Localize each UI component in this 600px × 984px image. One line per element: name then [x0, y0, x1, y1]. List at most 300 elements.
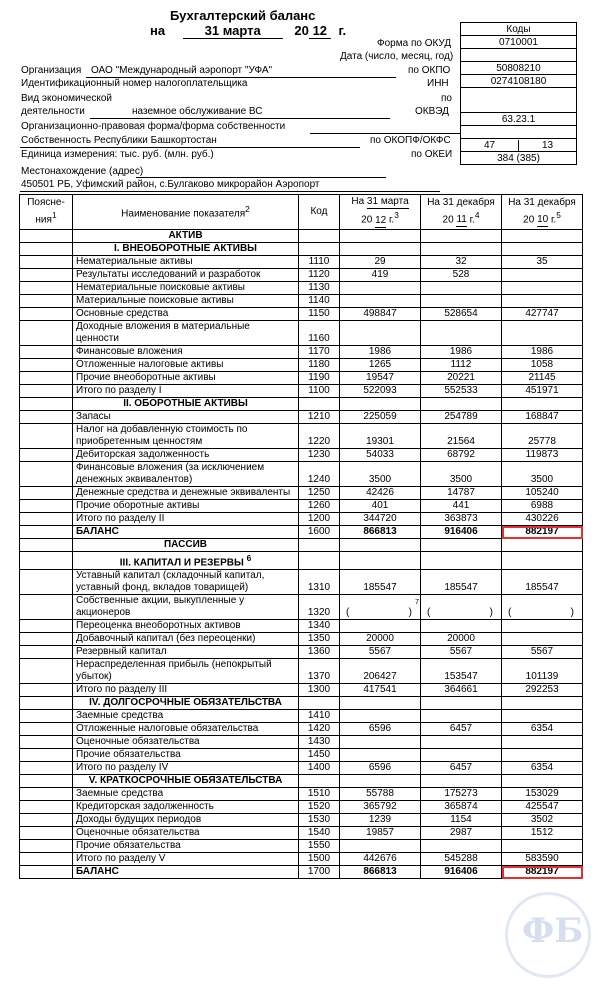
line-code: 1250 — [299, 487, 340, 500]
value-cell — [421, 620, 502, 633]
value-cell: 498847 — [340, 308, 421, 321]
code-cell — [299, 243, 340, 256]
table-row — [20, 775, 583, 788]
date-year: 12 — [309, 23, 331, 39]
indicator-name: Оценочные обязательства — [73, 827, 299, 840]
okei-code: 384 (385) — [461, 152, 577, 165]
line-code: 1450 — [299, 749, 340, 762]
line-code: 1180 — [299, 359, 340, 372]
code-cell — [299, 775, 340, 788]
note-cell — [20, 424, 73, 449]
value-cell: 1239 — [340, 814, 421, 827]
indicator-name: Заемные средства — [73, 710, 299, 723]
value-cell: 119873 — [502, 449, 583, 462]
line-code: 1550 — [299, 840, 340, 853]
value-cell: 168847 — [502, 411, 583, 424]
note-cell — [20, 487, 73, 500]
value-cell: 1058 — [502, 359, 583, 372]
value-cell — [502, 736, 583, 749]
note-cell — [20, 411, 73, 424]
table-row — [20, 230, 583, 243]
code-cell — [299, 398, 340, 411]
value-cell — [421, 697, 502, 710]
value-cell — [421, 295, 502, 308]
value-cell: 3500 — [502, 462, 583, 487]
table-row — [20, 398, 583, 411]
value-cell — [502, 282, 583, 295]
value-cell: 14787 — [421, 487, 502, 500]
okpo-code: 50808210 — [461, 62, 577, 75]
note-cell — [20, 840, 73, 853]
line-code: 1350 — [299, 633, 340, 646]
indicator-name: БАЛАНС — [73, 866, 299, 879]
note-cell — [20, 853, 73, 866]
value-cell: ( ) — [502, 595, 583, 620]
table-row — [20, 385, 583, 398]
value-cell: 866813 — [340, 866, 421, 879]
indicator-name: Собственные акции, выкупленные у акционеров — [73, 595, 299, 620]
value-cell: 35 — [502, 256, 583, 269]
table-row — [20, 762, 583, 775]
indicator-name: Доходы будущих периодов — [73, 814, 299, 827]
col-notes: Поясне-ния$^1$ — [20, 195, 73, 230]
value-cell — [340, 710, 421, 723]
value-cell — [340, 775, 421, 788]
value-cell: 417541 — [340, 684, 421, 697]
line-code: 1190 — [299, 372, 340, 385]
note-cell — [20, 308, 73, 321]
table-row — [20, 853, 583, 866]
section-title: V. КРАТКОСРОЧНЫЕ ОБЯЗАТЕЛЬСТВА — [73, 775, 299, 788]
line-code: 1520 — [299, 801, 340, 814]
indicator-name: Дебиторская задолженность — [73, 449, 299, 462]
section-title: III. КАПИТАЛ И РЕЗЕРВЫ $^6$ — [73, 552, 299, 570]
note-cell — [20, 449, 73, 462]
value-cell: 29 — [340, 256, 421, 269]
value-cell: 21564 — [421, 424, 502, 449]
section-title: II. ОБОРОТНЫЕ АКТИВЫ — [73, 398, 299, 411]
line-code: 1410 — [299, 710, 340, 723]
table-row — [20, 659, 583, 684]
value-cell — [502, 749, 583, 762]
note-cell — [20, 526, 73, 539]
indicator-name: БАЛАНС — [73, 526, 299, 539]
value-cell — [502, 230, 583, 243]
value-cell — [421, 243, 502, 256]
table-row — [20, 295, 583, 308]
value-cell: ( ) — [421, 595, 502, 620]
value-cell — [340, 840, 421, 853]
value-cell — [421, 710, 502, 723]
table-row — [20, 595, 583, 620]
indicator-name: Итого по разделу II — [73, 513, 299, 526]
value-cell — [421, 539, 502, 552]
value-cell: 451971 — [502, 385, 583, 398]
note-cell — [20, 762, 73, 775]
value-cell: 175273 — [421, 788, 502, 801]
table-row — [20, 243, 583, 256]
table-row — [20, 424, 583, 449]
table-row — [20, 684, 583, 697]
value-cell: 54033 — [340, 449, 421, 462]
line-code: 1310 — [299, 570, 340, 595]
table-row — [20, 359, 583, 372]
value-cell: 2987 — [421, 827, 502, 840]
line-code: 1230 — [299, 449, 340, 462]
okopf-code: 47 — [461, 140, 519, 151]
value-cell: 6596 — [340, 762, 421, 775]
line-code: 1600 — [299, 526, 340, 539]
line-code: 1540 — [299, 827, 340, 840]
col-period-1: На 31 марта 20 12 г.$^3$ — [340, 195, 421, 230]
value-cell: 583590 — [502, 853, 583, 866]
indicator-name: Прочие обязательства — [73, 840, 299, 853]
line-code: 1130 — [299, 282, 340, 295]
note-cell — [20, 646, 73, 659]
line-code: 1160 — [299, 321, 340, 346]
value-cell — [421, 749, 502, 762]
value-cell: 20221 — [421, 372, 502, 385]
report-date: на 31 марта 20 12 г. — [150, 23, 347, 38]
value-cell: 1154 — [421, 814, 502, 827]
code-cell — [299, 552, 340, 570]
line-code: 1110 — [299, 256, 340, 269]
note-cell — [20, 866, 73, 879]
col-period-2: На 31 декабря 20 11 г.$^4$ — [421, 195, 502, 230]
ownership-value: Собственность Республики Башкортостан — [21, 135, 217, 146]
value-cell — [421, 282, 502, 295]
table-row — [20, 539, 583, 552]
note-cell — [20, 269, 73, 282]
value-cell — [502, 243, 583, 256]
value-cell — [421, 398, 502, 411]
value-cell: 528 — [421, 269, 502, 282]
note-cell — [20, 372, 73, 385]
section-title: ПАССИВ — [73, 539, 299, 552]
value-cell — [502, 321, 583, 346]
value-cell — [340, 736, 421, 749]
indicator-name: Нематериальные активы — [73, 256, 299, 269]
value-cell — [502, 295, 583, 308]
table-row — [20, 372, 583, 385]
table-row — [20, 269, 583, 282]
value-cell: 1986 — [421, 346, 502, 359]
value-cell: 101139 — [502, 659, 583, 684]
note-cell — [20, 684, 73, 697]
value-cell — [421, 552, 502, 570]
note-cell — [20, 814, 73, 827]
value-cell: 6988 — [502, 500, 583, 513]
col-code: Код — [299, 195, 340, 230]
balance-table — [19, 194, 583, 879]
value-cell: 427747 — [502, 308, 583, 321]
value-cell: 292253 — [502, 684, 583, 697]
col-period-3: На 31 декабря 20 10 г.$^5$ — [502, 195, 583, 230]
note-cell — [20, 230, 73, 243]
line-code: 1140 — [299, 295, 340, 308]
value-cell: 185547 — [340, 570, 421, 595]
value-cell: 6457 — [421, 723, 502, 736]
table-row — [20, 487, 583, 500]
value-cell: 430226 — [502, 513, 583, 526]
value-cell — [502, 539, 583, 552]
line-code: 1360 — [299, 646, 340, 659]
value-cell: 6354 — [502, 723, 583, 736]
indicator-name: Заемные средства — [73, 788, 299, 801]
table-row — [20, 282, 583, 295]
indicator-name: Налог на добавленную стоимость по приобретенным ценностям — [73, 424, 299, 449]
note-cell — [20, 633, 73, 646]
table-row — [20, 526, 583, 539]
value-cell: 1112 — [421, 359, 502, 372]
value-cell: 1986 — [340, 346, 421, 359]
value-cell: 882197 — [502, 526, 583, 539]
okfs-code: 13 — [541, 139, 554, 151]
value-cell: 401 — [340, 500, 421, 513]
value-cell — [502, 269, 583, 282]
note-cell — [20, 500, 73, 513]
value-cell: 1512 — [502, 827, 583, 840]
note-cell — [20, 827, 73, 840]
value-cell: 25778 — [502, 424, 583, 449]
table-row — [20, 308, 583, 321]
value-cell: 866813 — [340, 526, 421, 539]
section-title: АКТИВ — [73, 230, 299, 243]
value-cell: 522093 — [340, 385, 421, 398]
value-cell: 20000 — [421, 633, 502, 646]
indicator-name: Основные средства — [73, 308, 299, 321]
value-cell: 3502 — [502, 814, 583, 827]
note-cell — [20, 788, 73, 801]
col-name: Наименование показателя$^2$ — [73, 195, 299, 230]
value-cell: 68792 — [421, 449, 502, 462]
indicator-name: Итого по разделу IV — [73, 762, 299, 775]
code-cell — [299, 230, 340, 243]
table-row — [20, 801, 583, 814]
line-code: 1430 — [299, 736, 340, 749]
indicator-name: Денежные средства и денежные эквиваленты — [73, 487, 299, 500]
indicator-name: Прочие внеоборотные активы — [73, 372, 299, 385]
indicator-name: Отложенные налоговые активы — [73, 359, 299, 372]
inn-code: 0274108180 — [461, 75, 577, 88]
table-row — [20, 620, 583, 633]
section-title: I. ВНЕОБОРОТНЫЕ АКТИВЫ — [73, 243, 299, 256]
indicator-name: Итого по разделу III — [73, 684, 299, 697]
indicator-name: Оценочные обязательства — [73, 736, 299, 749]
line-code: 1700 — [299, 866, 340, 879]
value-cell: 19857 — [340, 827, 421, 840]
value-cell: 185547 — [421, 570, 502, 595]
value-cell — [421, 230, 502, 243]
note-cell — [20, 570, 73, 595]
stamp-watermark: ФБ — [505, 892, 591, 978]
indicator-name: Прочие обязательства — [73, 749, 299, 762]
value-cell — [502, 710, 583, 723]
note-cell — [20, 359, 73, 372]
indicator-name: Доходные вложения в материальные ценности — [73, 321, 299, 346]
indicator-name: Нематериальные поисковые активы — [73, 282, 299, 295]
note-cell — [20, 736, 73, 749]
code-cell — [299, 539, 340, 552]
okved-code: 63.23.1 — [461, 113, 577, 126]
line-code: 1210 — [299, 411, 340, 424]
table-row — [20, 411, 583, 424]
indicator-name: Уставный капитал (складочный капитал, уставный фонд, вкладов товарищей) — [73, 570, 299, 595]
value-cell — [421, 840, 502, 853]
value-cell: 20000 — [340, 633, 421, 646]
indicator-name: Добавочный капитал (без переоценки) — [73, 633, 299, 646]
value-cell: 528654 — [421, 308, 502, 321]
table-row — [20, 500, 583, 513]
note-cell — [20, 723, 73, 736]
indicator-name: Итого по разделу I — [73, 385, 299, 398]
value-cell — [340, 321, 421, 346]
note-cell — [20, 697, 73, 710]
indicator-name: Финансовые вложения — [73, 346, 299, 359]
value-cell: 105240 — [502, 487, 583, 500]
section-title: IV. ДОЛГОСРОЧНЫЕ ОБЯЗАТЕЛЬСТВА — [73, 697, 299, 710]
value-cell: 1986 — [502, 346, 583, 359]
value-cell — [340, 539, 421, 552]
code-cell — [299, 697, 340, 710]
value-cell: 916406 — [421, 526, 502, 539]
value-cell — [421, 321, 502, 346]
line-code: 1100 — [299, 385, 340, 398]
value-cell: 344720 — [340, 513, 421, 526]
table-row — [20, 814, 583, 827]
table-body — [20, 230, 583, 879]
value-cell: 153029 — [502, 788, 583, 801]
note-cell — [20, 385, 73, 398]
value-cell — [421, 736, 502, 749]
line-code: 1240 — [299, 462, 340, 487]
note-cell — [20, 595, 73, 620]
value-cell: 32 — [421, 256, 502, 269]
table-row — [20, 697, 583, 710]
line-code: 1510 — [299, 788, 340, 801]
table-row — [20, 827, 583, 840]
table-row — [20, 710, 583, 723]
value-cell — [340, 697, 421, 710]
line-code: 1200 — [299, 513, 340, 526]
line-code: 1220 — [299, 424, 340, 449]
value-cell: 364661 — [421, 684, 502, 697]
note-cell — [20, 749, 73, 762]
value-cell — [502, 775, 583, 788]
value-cell: 6457 — [421, 762, 502, 775]
note-cell — [20, 659, 73, 684]
indicator-name: Прочие оборотные активы — [73, 500, 299, 513]
value-cell: 363873 — [421, 513, 502, 526]
value-cell: 185547 — [502, 570, 583, 595]
table-row — [20, 736, 583, 749]
note-cell — [20, 256, 73, 269]
table-row — [20, 866, 583, 879]
line-code: 1320 — [299, 595, 340, 620]
value-cell: 19547 — [340, 372, 421, 385]
note-cell — [20, 321, 73, 346]
note-cell — [20, 710, 73, 723]
note-cell — [20, 243, 73, 256]
value-cell: 5567 — [421, 646, 502, 659]
table-row — [20, 788, 583, 801]
table-row — [20, 513, 583, 526]
line-code: 1370 — [299, 659, 340, 684]
value-cell: 3500 — [421, 462, 502, 487]
note-cell — [20, 346, 73, 359]
value-cell: 21145 — [502, 372, 583, 385]
value-cell: 365792 — [340, 801, 421, 814]
value-cell — [340, 282, 421, 295]
note-cell — [20, 462, 73, 487]
line-code: 1150 — [299, 308, 340, 321]
line-code: 1120 — [299, 269, 340, 282]
table-row — [20, 346, 583, 359]
value-cell — [340, 749, 421, 762]
document-title: Бухгалтерский баланс — [170, 8, 316, 23]
table-row — [20, 321, 583, 346]
location-value: 450501 РБ, Уфимский район, с.Булгаково микрорайон Аэропорт — [21, 179, 320, 190]
value-cell — [340, 398, 421, 411]
value-cell: 225059 — [340, 411, 421, 424]
note-cell — [20, 513, 73, 526]
value-cell — [340, 243, 421, 256]
value-cell: 1265 — [340, 359, 421, 372]
line-code: 1530 — [299, 814, 340, 827]
value-cell: 153547 — [421, 659, 502, 684]
value-cell: 206427 — [340, 659, 421, 684]
note-cell — [20, 539, 73, 552]
value-cell: 882197 — [502, 866, 583, 879]
indicator-name: Кредиторская задолженность — [73, 801, 299, 814]
table-row — [20, 552, 583, 570]
okud-code: 0710001 — [461, 36, 577, 49]
line-code: 1500 — [299, 853, 340, 866]
table-row — [20, 449, 583, 462]
table-row — [20, 646, 583, 659]
value-cell: 3500 — [340, 462, 421, 487]
value-cell — [340, 295, 421, 308]
table-row — [20, 840, 583, 853]
value-cell: 425547 — [502, 801, 583, 814]
org-name: ОАО "Международный аэропорт "УФА" — [91, 65, 273, 76]
table-row — [20, 256, 583, 269]
table-row — [20, 723, 583, 736]
indicator-name: Переоценка внеоборотных активов — [73, 620, 299, 633]
note-cell — [20, 620, 73, 633]
line-code: 1260 — [299, 500, 340, 513]
value-cell — [340, 230, 421, 243]
indicator-name: Нераспределенная прибыль (непокрытый убыток) — [73, 659, 299, 684]
note-cell — [20, 398, 73, 411]
blank-code — [461, 88, 577, 113]
indicator-name: Финансовые вложения (за исключением денежных эквивалентов) — [73, 462, 299, 487]
value-cell: 5567 — [502, 646, 583, 659]
table-row — [20, 570, 583, 595]
line-code: 1340 — [299, 620, 340, 633]
value-cell: 55788 — [340, 788, 421, 801]
value-cell: 42426 — [340, 487, 421, 500]
value-cell — [421, 775, 502, 788]
date-code — [461, 49, 577, 62]
value-cell: 6596 — [340, 723, 421, 736]
value-cell: 19301 — [340, 424, 421, 449]
value-cell: ( ) 7 — [340, 595, 421, 620]
value-cell: 5567 — [340, 646, 421, 659]
indicator-name: Итого по разделу V — [73, 853, 299, 866]
value-cell — [502, 840, 583, 853]
value-cell: 552533 — [421, 385, 502, 398]
